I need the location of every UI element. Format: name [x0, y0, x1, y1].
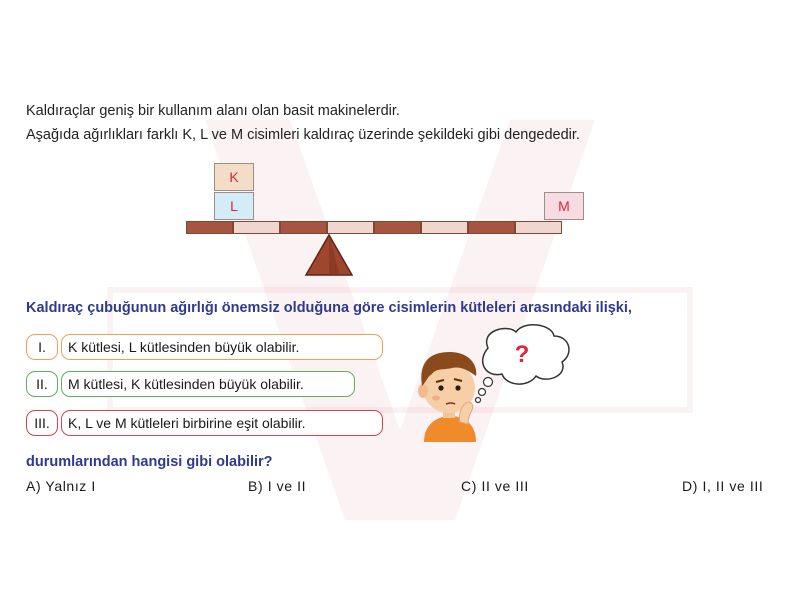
lever-segment: [186, 221, 233, 234]
box-k: K: [214, 163, 254, 191]
lever-bar: [186, 221, 562, 234]
question-text: Kaldıraç çubuğunun ağırlığı önemsiz olduğuna göre cisimlerin kütleleri arasındaki ilişki,: [26, 300, 632, 316]
statement-2-text: M kütlesi, K kütlesinden büyük olabilir.: [61, 371, 355, 397]
fulcrum-triangle: [304, 234, 354, 276]
option-b[interactable]: B) I ve II: [248, 478, 307, 494]
statement-3-text: K, L ve M kütleleri birbirine eşit olabilir.: [61, 410, 383, 436]
statement-1: [26, 334, 383, 360]
statement-2: [26, 371, 355, 397]
closing-question: durumlarından hangisi gibi olabilir?: [26, 454, 273, 470]
lever-segment: [468, 221, 515, 234]
intro-line-2: Aşağıda ağırlıkları farklı K, L ve M cisimleri kaldıraç üzerinde şekildeki gibi dengededir.: [26, 127, 580, 143]
statement-3: [26, 410, 383, 436]
statement-2-number: II.: [26, 371, 58, 397]
box-m: M: [544, 192, 584, 220]
lever-segment: [515, 221, 562, 234]
statement-1-number: I.: [26, 334, 58, 360]
option-c[interactable]: C) II ve III: [461, 478, 529, 494]
intro-line-1: Kaldıraçlar geniş bir kullanım alanı olan basit makinelerdir.: [26, 103, 400, 119]
lever-segment: [421, 221, 468, 234]
lever-segment: [280, 221, 327, 234]
thought-question-mark: ?: [514, 341, 530, 368]
box-l: L: [214, 192, 254, 220]
lever-segment: [374, 221, 421, 234]
lever-segment: [233, 221, 280, 234]
thought-bubble-icon: [476, 325, 569, 403]
option-d[interactable]: D) I, II ve III: [682, 478, 764, 494]
statement-1-text: K kütlesi, L kütlesinden büyük olabilir.: [61, 334, 383, 360]
lever-segment: [327, 221, 374, 234]
option-a[interactable]: A) Yalnız I: [26, 478, 96, 494]
thinking-boy-icon: [410, 318, 580, 443]
statement-3-number: III.: [26, 410, 58, 436]
